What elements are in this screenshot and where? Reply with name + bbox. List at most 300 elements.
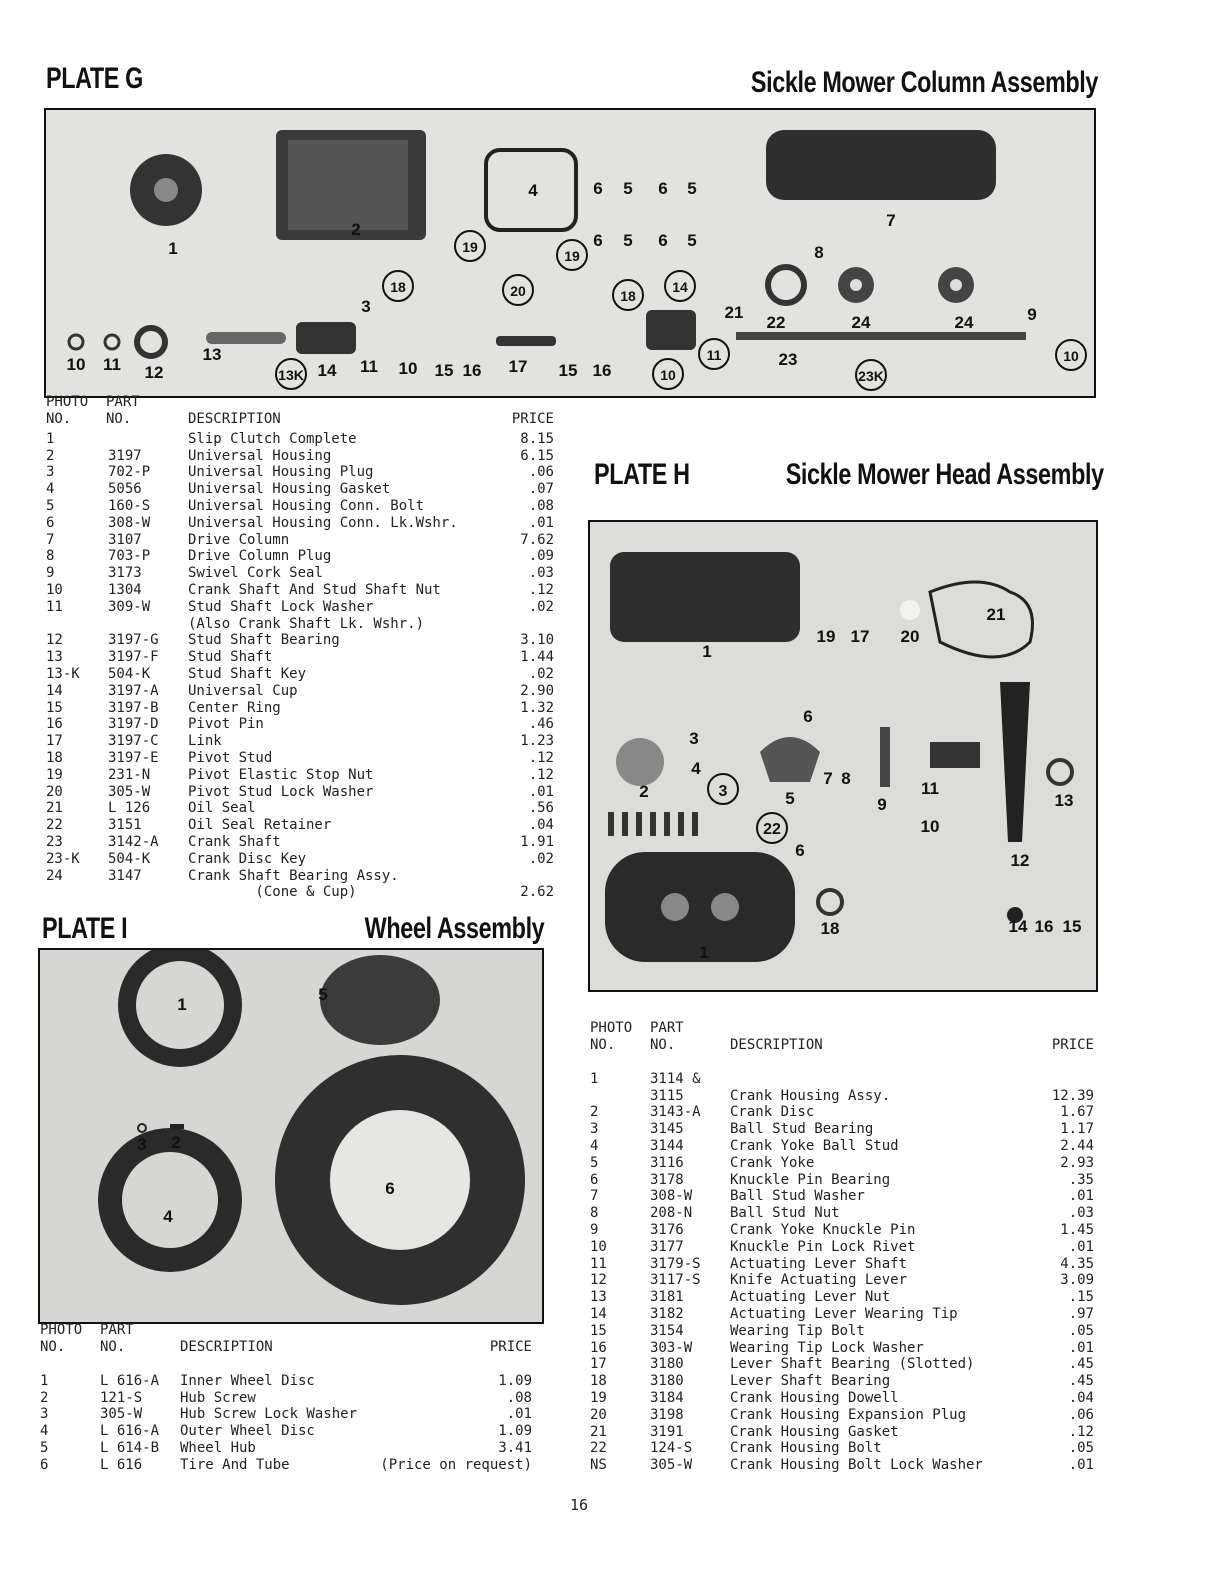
part-no-cell: 3181 (650, 1289, 684, 1306)
h-header-description: DESCRIPTION (730, 1036, 823, 1053)
g-label-11b: 11 (360, 357, 378, 376)
g-label-18b: 18 (620, 288, 636, 304)
plate-i-parts-table (40, 1322, 532, 1474)
photo-no-cell: 7 (46, 531, 55, 548)
description-cell: Wheel Hub (180, 1439, 256, 1456)
table-row (590, 1323, 1094, 1340)
price-cell: .12 (528, 766, 554, 783)
description-cell: (Also Crank Shaft Lk. Wshr.) (188, 615, 425, 632)
part-no-cell: 3197-A (108, 682, 159, 699)
price-cell: 7.62 (520, 531, 554, 548)
part-no-cell: 3115 (650, 1087, 684, 1104)
price-cell: .01 (1068, 1457, 1094, 1474)
table-row (40, 1423, 532, 1440)
photo-no-cell: 19 (590, 1389, 607, 1406)
h-label-16: 16 (1034, 917, 1054, 936)
g-label-23: 23 (778, 350, 798, 369)
g-label-14b: 14 (672, 279, 688, 295)
g-label-18: 18 (390, 279, 406, 295)
g-label-15: 15 (434, 361, 454, 380)
price-cell: .01 (1068, 1188, 1094, 1205)
price-cell: .04 (528, 817, 554, 834)
photo-no-cell: 23-K (46, 850, 80, 867)
part-no-cell: 3176 (650, 1221, 684, 1238)
table-row (46, 700, 554, 717)
description-cell: Universal Cup (188, 682, 298, 699)
price-cell: 4.35 (1060, 1255, 1094, 1272)
table-row (590, 1188, 1094, 1205)
part-no-cell: 3197-D (108, 716, 159, 733)
table-row (590, 1121, 1094, 1138)
g-label-5c: 5 (623, 231, 633, 250)
part-no-cell: 305-W (650, 1457, 693, 1474)
description-cell: Outer Wheel Disc (180, 1423, 315, 1440)
h-label-1: 1 (702, 642, 712, 661)
table-row (46, 834, 554, 851)
table-row (590, 1256, 1094, 1273)
g-label-5d: 5 (687, 231, 697, 250)
description-cell: Crank Shaft And Stud Shaft Nut (188, 581, 441, 598)
plate-i-photo (38, 948, 544, 1324)
table-row (46, 616, 554, 633)
table-row (46, 851, 554, 868)
photo-no-cell: 23 (46, 833, 63, 850)
part-no-cell: 3154 (650, 1322, 684, 1339)
photo-no-cell: 22 (46, 817, 63, 834)
plate-h-parts-illustration (590, 522, 1096, 990)
description-cell: Oil Seal Retainer (188, 817, 332, 834)
photo-no-cell: 8 (590, 1205, 599, 1222)
description-cell: Lever Shaft Bearing (Slotted) (730, 1356, 975, 1373)
part-no-cell: 3197-F (108, 649, 159, 666)
i-label-3: 3 (137, 1135, 147, 1154)
description-cell: Drive Column Plug (188, 548, 332, 565)
table-row (46, 868, 554, 885)
g-label-10b: 10 (398, 359, 418, 378)
plate-i-rows (40, 1373, 532, 1474)
h-label-22: 22 (763, 821, 781, 838)
plate-h-label: PLATE H (594, 458, 690, 491)
table-row (590, 1356, 1094, 1373)
photo-no-cell: 16 (46, 716, 63, 733)
description-cell: Crank Yoke (730, 1154, 815, 1171)
price-cell: 12.39 (1051, 1087, 1094, 1104)
plate-g-photo (44, 108, 1096, 398)
photo-no-cell: 1 (40, 1372, 49, 1389)
photo-no-cell: 11 (46, 598, 63, 615)
g-label-6b: 6 (658, 179, 668, 198)
description-cell: Knife Actuating Lever (730, 1272, 908, 1289)
part-no-cell: 3197 (108, 447, 142, 464)
photo-no-cell: 4 (46, 481, 55, 498)
table-row (46, 817, 554, 834)
h-label-6b: 6 (795, 841, 805, 860)
plate-g-title: Sickle Mower Column Assembly (750, 66, 1098, 99)
description-cell: Stud Shaft Bearing (188, 632, 340, 649)
g-label-8: 8 (814, 243, 824, 262)
h-label-10: 10 (920, 817, 940, 836)
price-cell: .03 (528, 565, 554, 582)
table-row (46, 431, 554, 448)
description-cell: Center Ring (188, 699, 281, 716)
table-row (590, 1155, 1094, 1172)
photo-no-cell: 22 (590, 1440, 607, 1457)
description-cell: Crank Housing Dowell (730, 1389, 899, 1406)
h-label-20: 20 (900, 627, 920, 646)
part-no-cell: 303-W (650, 1339, 693, 1356)
part-no-cell: 3184 (650, 1389, 684, 1406)
g-label-11: 11 (103, 355, 121, 374)
table-row (40, 1440, 532, 1457)
part-no-cell: 702-P (108, 464, 151, 481)
h-label-9: 9 (877, 795, 887, 814)
description-cell: Wearing Tip Bolt (730, 1322, 865, 1339)
part-no-cell: 3178 (650, 1171, 684, 1188)
description-cell: Drive Column (188, 531, 290, 548)
g-header-description: DESCRIPTION (188, 410, 281, 427)
table-row (590, 1272, 1094, 1289)
photo-no-cell: 2 (46, 447, 55, 464)
h-header-part: PART (650, 1020, 684, 1036)
photo-no-cell: 3 (46, 464, 55, 481)
part-no-cell: 121-S (100, 1389, 143, 1406)
part-no-cell: 703-P (108, 548, 151, 565)
description-cell: Actuating Lever Wearing Tip (730, 1305, 958, 1322)
photo-no-cell: 13-K (46, 665, 80, 682)
g-header-no: NO. (46, 410, 72, 427)
g-label-24: 24 (851, 313, 871, 332)
part-no-cell: 3117-S (650, 1272, 701, 1289)
description-cell: Actuating Lever Nut (730, 1289, 891, 1306)
price-cell: 1.09 (498, 1372, 532, 1389)
photo-no-cell: 17 (590, 1356, 607, 1373)
description-cell: Ball Stud Nut (730, 1205, 840, 1222)
g-label-16b: 16 (592, 361, 612, 380)
description-cell: Ball Stud Washer (730, 1188, 865, 1205)
table-row (46, 683, 554, 700)
description-cell: Crank Yoke Ball Stud (730, 1137, 899, 1154)
photo-no-cell: 1 (46, 430, 55, 447)
table-row (46, 649, 554, 666)
description-cell: Crank Yoke Knuckle Pin (730, 1221, 916, 1238)
description-cell: Lever Shaft Bearing (730, 1373, 891, 1390)
part-no-cell: 3191 (650, 1423, 684, 1440)
description-cell: Tire And Tube (180, 1456, 290, 1473)
h-label-3b: 3 (718, 783, 728, 800)
g-label-20: 20 (510, 283, 526, 299)
page-number: 16 (570, 1496, 589, 1514)
photo-no-cell: 14 (46, 682, 63, 699)
price-cell: .46 (528, 716, 554, 733)
table-row (40, 1373, 532, 1390)
h-label-11: 11 (921, 779, 939, 798)
i-label-5: 5 (318, 985, 328, 1004)
photo-no-cell: 20 (46, 783, 63, 800)
table-row (590, 1424, 1094, 1441)
table-row (46, 532, 554, 549)
plate-g-label: PLATE G (46, 62, 143, 95)
price-cell: 3.41 (498, 1439, 532, 1456)
description-cell: Link (188, 733, 222, 750)
table-row (46, 548, 554, 565)
description-cell: Slip Clutch Complete (188, 430, 357, 447)
part-no-cell: 3198 (650, 1406, 684, 1423)
price-cell: 2.62 (520, 884, 554, 901)
description-cell: Swivel Cork Seal (188, 565, 323, 582)
plate-h-title: Sickle Mower Head Assembly (785, 458, 1104, 491)
h-label-2: 2 (639, 782, 649, 801)
part-no-cell: 5056 (108, 481, 142, 498)
table-row (46, 884, 554, 901)
g-label-6d: 6 (658, 231, 668, 250)
description-cell: Crank Disc Key (188, 850, 307, 867)
h-label-6: 6 (803, 707, 813, 726)
price-cell: 1.23 (520, 733, 554, 750)
price-cell: .07 (528, 481, 554, 498)
description-cell: Crank Housing Gasket (730, 1423, 899, 1440)
table-row (590, 1088, 1094, 1105)
table-row (590, 1289, 1094, 1306)
table-row (46, 448, 554, 465)
part-no-cell: 231-N (108, 766, 151, 783)
table-row (40, 1390, 532, 1407)
table-row (46, 800, 554, 817)
part-no-cell: 3197-E (108, 749, 159, 766)
part-no-cell: 504-K (108, 850, 151, 867)
description-cell: Hub Screw Lock Washer (180, 1406, 358, 1423)
g-label-12: 12 (144, 363, 164, 382)
price-cell: .12 (528, 581, 554, 598)
description-cell: Crank Housing Assy. (730, 1087, 891, 1104)
g-label-10c: 10 (660, 367, 676, 383)
table-row (590, 1239, 1094, 1256)
price-cell: .05 (1068, 1322, 1094, 1339)
price-cell: .02 (528, 598, 554, 615)
description-cell: Universal Housing Gasket (188, 481, 391, 498)
description-cell: (Cone & Cup) (188, 884, 357, 901)
photo-no-cell: 21 (46, 800, 63, 817)
g-label-14: 14 (317, 361, 337, 380)
g-label-7: 7 (886, 211, 896, 230)
table-row (590, 1104, 1094, 1121)
table-row (46, 767, 554, 784)
h-label-15: 15 (1062, 917, 1082, 936)
table-row (46, 666, 554, 683)
g-header-part: PART (106, 394, 140, 410)
description-cell: Universal Housing Conn. Bolt (188, 497, 425, 514)
part-no-cell: 3116 (650, 1154, 684, 1171)
part-no-cell: 3179-S (650, 1255, 701, 1272)
g-label-3: 3 (361, 297, 371, 316)
price-cell: .01 (528, 783, 554, 800)
description-cell: Pivot Stud Lock Washer (188, 783, 374, 800)
g-label-6a: 6 (593, 179, 603, 198)
i-label-2: 2 (171, 1133, 181, 1152)
description-cell: Actuating Lever Shaft (730, 1255, 908, 1272)
photo-no-cell: 10 (590, 1238, 607, 1255)
g-label-2: 2 (351, 220, 361, 239)
part-no-cell: L 614-B (100, 1439, 160, 1456)
plate-i-parts-illustration (40, 950, 542, 1322)
photo-no-cell: 16 (590, 1339, 607, 1356)
table-row (590, 1138, 1094, 1155)
price-cell: .03 (1068, 1205, 1094, 1222)
price-cell: .35 (1068, 1171, 1094, 1188)
g-label-5b: 5 (687, 179, 697, 198)
table-row (46, 481, 554, 498)
plate-i-label: PLATE I (42, 912, 128, 945)
g-label-23k: 23K (858, 368, 884, 384)
photo-no-cell: 12 (590, 1272, 607, 1289)
photo-no-cell: 10 (46, 581, 63, 598)
g-label-9: 9 (1027, 305, 1037, 324)
plate-g-parts-table (46, 394, 554, 901)
photo-no-cell: 21 (590, 1423, 607, 1440)
photo-no-cell: 20 (590, 1406, 607, 1423)
part-no-cell: 3142-A (108, 833, 159, 850)
part-no-cell: 208-N (650, 1205, 693, 1222)
g-label-17: 17 (508, 357, 528, 376)
h-header-part-no: NO. (650, 1036, 676, 1053)
part-no-cell: 3197-C (108, 733, 159, 750)
description-cell: Ball Stud Bearing (730, 1121, 874, 1138)
table-row (590, 1205, 1094, 1222)
g-header-photo: PHOTO (46, 394, 89, 410)
plate-h-parts-table (590, 1020, 1094, 1474)
part-no-cell: 3180 (650, 1356, 684, 1373)
photo-no-cell: 15 (590, 1322, 607, 1339)
price-cell: .04 (1068, 1389, 1094, 1406)
part-no-cell: 309-W (108, 598, 151, 615)
plate-i-title: Wheel Assembly (364, 912, 544, 945)
price-cell: .12 (1068, 1423, 1094, 1440)
g-label-13k: 13K (278, 367, 304, 383)
photo-no-cell: 7 (590, 1188, 599, 1205)
price-cell: 1.09 (498, 1423, 532, 1440)
h-label-17: 17 (850, 627, 870, 646)
part-no-cell: 3182 (650, 1305, 684, 1322)
description-cell: Stud Shaft (188, 649, 273, 666)
table-row (590, 1407, 1094, 1424)
part-no-cell: 3197-B (108, 699, 159, 716)
i-header-no: NO. (40, 1338, 66, 1355)
price-cell: .12 (528, 749, 554, 766)
photo-no-cell: 14 (590, 1305, 607, 1322)
price-cell: .08 (506, 1389, 532, 1406)
price-cell: .15 (1068, 1289, 1094, 1306)
part-no-cell: 504-K (108, 665, 151, 682)
photo-no-cell: 2 (590, 1104, 599, 1121)
photo-no-cell: NS (590, 1457, 607, 1474)
description-cell: Pivot Elastic Stop Nut (188, 766, 374, 783)
photo-no-cell: 9 (590, 1221, 599, 1238)
g-label-6c: 6 (593, 231, 603, 250)
price-cell: 1.67 (1060, 1104, 1094, 1121)
table-row (46, 784, 554, 801)
part-no-cell: L 616-A (100, 1423, 160, 1440)
description-cell: Universal Housing Conn. Lk.Wshr. (188, 514, 458, 531)
part-no-cell: 305-W (108, 783, 151, 800)
part-no-cell: 160-S (108, 497, 151, 514)
part-no-cell: 1304 (108, 581, 142, 598)
h-label-21: 21 (986, 605, 1006, 624)
part-no-cell: 3143-A (650, 1104, 701, 1121)
photo-no-cell: 19 (46, 766, 63, 783)
description-cell: Crank Housing Bolt (730, 1440, 882, 1457)
description-cell: Inner Wheel Disc (180, 1372, 315, 1389)
table-row (46, 599, 554, 616)
price-cell: 3.10 (520, 632, 554, 649)
part-no-cell: 3147 (108, 867, 142, 884)
description-cell: Knuckle Pin Lock Rivet (730, 1238, 916, 1255)
h-header-no: NO. (590, 1036, 616, 1053)
part-no-cell: 305-W (100, 1406, 143, 1423)
table-row (590, 1071, 1094, 1088)
price-cell: (Price on request) (380, 1456, 532, 1473)
i-header-part: PART (100, 1322, 134, 1338)
description-cell: Crank Housing Bolt Lock Washer (730, 1457, 983, 1474)
description-cell: Hub Screw (180, 1389, 256, 1406)
table-row (46, 515, 554, 532)
h-label-7: 7 (823, 769, 833, 788)
h-label-12: 12 (1010, 851, 1030, 870)
price-cell: .01 (1068, 1238, 1094, 1255)
g-label-19: 19 (462, 239, 478, 255)
photo-no-cell: 18 (590, 1373, 607, 1390)
h-label-13: 13 (1054, 791, 1074, 810)
part-no-cell: 308-W (108, 514, 151, 531)
description-cell: Pivot Pin (188, 716, 264, 733)
g-label-5a: 5 (623, 179, 633, 198)
h-label-3: 3 (689, 729, 699, 748)
i-header-description: DESCRIPTION (180, 1338, 273, 1355)
price-cell: .45 (1068, 1356, 1094, 1373)
g-header-part-no: NO. (106, 410, 132, 427)
part-no-cell: L 616-A (100, 1372, 160, 1389)
description-cell: Universal Housing (188, 447, 332, 464)
description-cell: Stud Shaft Lock Washer (188, 598, 374, 615)
photo-no-cell: 9 (46, 565, 55, 582)
photo-no-cell: 12 (46, 632, 63, 649)
table-row (590, 1340, 1094, 1357)
photo-no-cell: 5 (590, 1154, 599, 1171)
description-cell: Universal Housing Plug (188, 464, 374, 481)
photo-no-cell: 13 (46, 649, 63, 666)
i-label-1: 1 (177, 995, 187, 1014)
h-label-1b: 1 (699, 943, 709, 962)
price-cell: .02 (528, 665, 554, 682)
table-row (46, 733, 554, 750)
h-label-14: 14 (1008, 917, 1028, 936)
table-row (590, 1306, 1094, 1323)
photo-no-cell: 15 (46, 699, 63, 716)
part-no-cell: 3114 & (650, 1070, 701, 1087)
part-no-cell: 3173 (108, 565, 142, 582)
part-no-cell: L 616 (100, 1456, 143, 1473)
price-cell: 2.90 (520, 682, 554, 699)
part-no-cell: 308-W (650, 1188, 693, 1205)
h-label-19: 19 (816, 627, 836, 646)
price-cell: 1.91 (520, 833, 554, 850)
g-label-11c: 11 (706, 347, 722, 363)
g-label-19b: 19 (564, 248, 580, 264)
price-cell: .56 (528, 800, 554, 817)
price-cell: 8.15 (520, 430, 554, 447)
description-cell: Wearing Tip Lock Washer (730, 1339, 924, 1356)
plate-h-photo (588, 520, 1098, 992)
plate-h-rows (590, 1071, 1094, 1474)
table-row (590, 1390, 1094, 1407)
